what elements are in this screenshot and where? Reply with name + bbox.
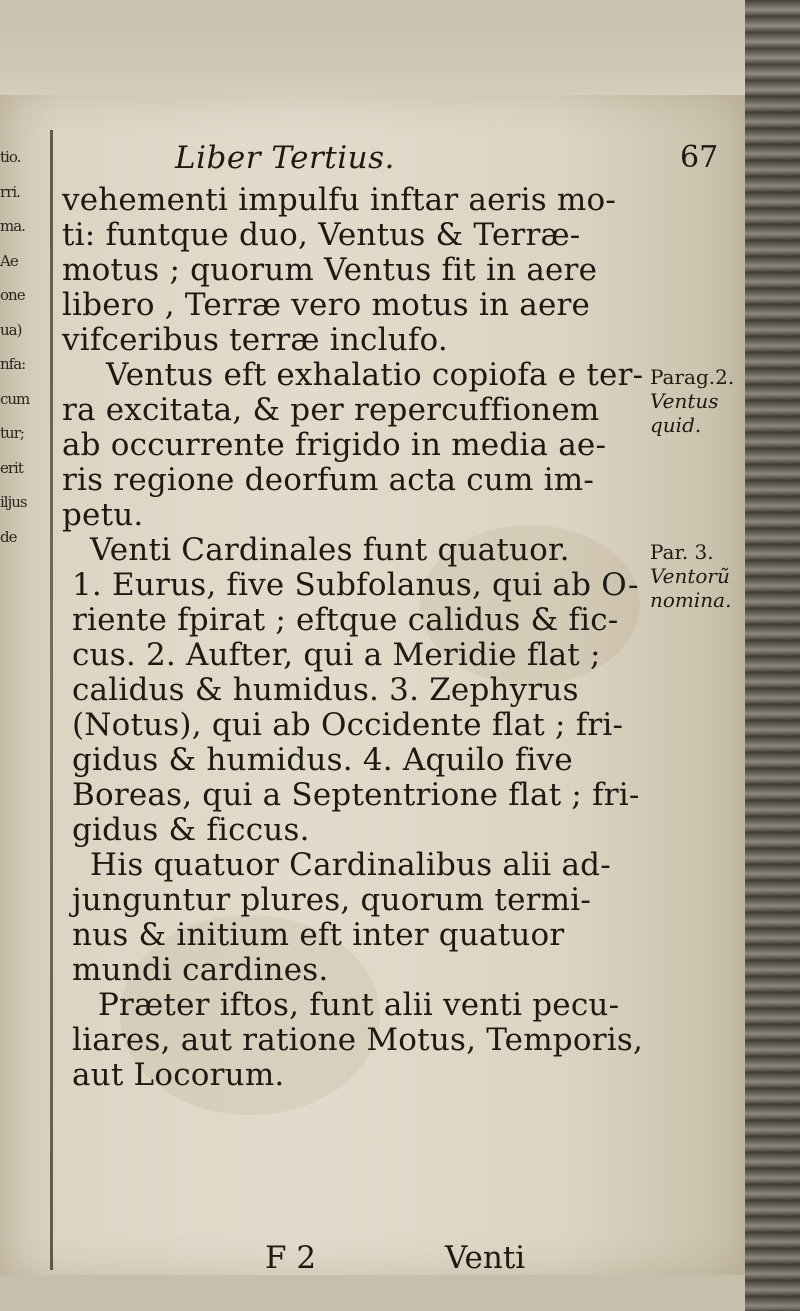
text-line: gidus & humidus. 4. Aquilo five bbox=[72, 742, 573, 778]
text-line: Boreas, qui a Septentrione flat ; fri- bbox=[72, 777, 640, 813]
gutter-fragment: Ae bbox=[0, 251, 18, 270]
text-line: vifceribus terræ inclufo. bbox=[62, 322, 448, 358]
gutter-fragment: tio. bbox=[0, 148, 21, 166]
text-line: Ventus eft exhalatio copiofa e ter- bbox=[106, 357, 644, 393]
gutter-fragment: rri. bbox=[0, 182, 20, 201]
text-line: ra excitata, & per repercuffionem bbox=[62, 392, 600, 428]
text-line: 1. Eurus, five Subfolanus, qui ab O- bbox=[72, 567, 639, 603]
text-line: Venti Cardinales funt quatuor. bbox=[90, 532, 570, 568]
text-line: petu. bbox=[62, 497, 144, 533]
running-head: Liber Tertius. bbox=[175, 140, 395, 176]
margin-note-text: Ventus quid. bbox=[650, 389, 719, 437]
text-line: cus. 2. Aufter, qui a Meridie flat ; bbox=[72, 637, 601, 673]
text-line: ti: funtque duo, Ventus & Terræ- bbox=[62, 217, 581, 253]
gutter-fragment: nfa: bbox=[0, 355, 26, 373]
text-line: ab occurrente frigido in media ae- bbox=[62, 427, 607, 463]
text-line: nus & initium eft inter quatuor bbox=[72, 917, 565, 953]
signature-mark: F 2 bbox=[265, 1240, 317, 1276]
gutter-rule bbox=[50, 130, 53, 1270]
gutter-fragment: erit bbox=[0, 458, 23, 477]
facing-page-fragments bbox=[0, 140, 50, 1270]
text-line: ris regione deorfum acta cum im- bbox=[62, 462, 595, 498]
text-line: His quatuor Cardinalibus alii ad- bbox=[90, 847, 611, 883]
margin-note-ref: Parag.2. bbox=[650, 365, 735, 389]
top-margin bbox=[0, 0, 800, 95]
text-line: gidus & ficcus. bbox=[72, 812, 310, 848]
bottom-margin bbox=[0, 1275, 745, 1311]
gutter-fragment: iljus bbox=[0, 493, 27, 511]
text-line: calidus & humidus. 3. Zephyrus bbox=[72, 672, 579, 708]
gutter-fragment: tur; bbox=[0, 424, 24, 442]
text-line: Præter iftos, funt alii venti pecu- bbox=[98, 987, 620, 1023]
gutter-fragment: de bbox=[0, 527, 17, 546]
text-line: aut Locorum. bbox=[72, 1057, 285, 1093]
text-line: (Notus), qui ab Occidente flat ; fri- bbox=[72, 707, 624, 743]
gutter-fragment: ma. bbox=[0, 217, 25, 235]
margin-note-text: Ventorũ nomina. bbox=[650, 564, 732, 612]
page-number: 67 bbox=[680, 140, 719, 175]
text-line: vehementi impulfu inftar aeris mo- bbox=[62, 182, 617, 218]
gutter-fragment: one bbox=[0, 286, 25, 304]
margin-note-ventorum bbox=[650, 540, 735, 612]
text-line: mundi cardines. bbox=[72, 952, 329, 988]
margin-note-ventus bbox=[650, 365, 735, 437]
text-line: motus ; quorum Ventus fit in aere bbox=[62, 252, 598, 288]
page-header bbox=[175, 140, 719, 180]
text-line: libero , Terræ vero motus in aere bbox=[62, 287, 591, 323]
margin-note-ref: Par. 3. bbox=[650, 540, 714, 564]
gutter-fragment: ua) bbox=[0, 320, 22, 339]
gutter-fragment: cum bbox=[0, 389, 30, 408]
text-line: junguntur plures, quorum termi- bbox=[72, 882, 592, 918]
page-edges bbox=[745, 0, 800, 1311]
text-line: riente fpirat ; eftque calidus & fic- bbox=[72, 602, 619, 638]
text-line: liares, aut ratione Motus, Temporis, bbox=[72, 1022, 644, 1058]
catchword: Venti bbox=[445, 1240, 526, 1276]
